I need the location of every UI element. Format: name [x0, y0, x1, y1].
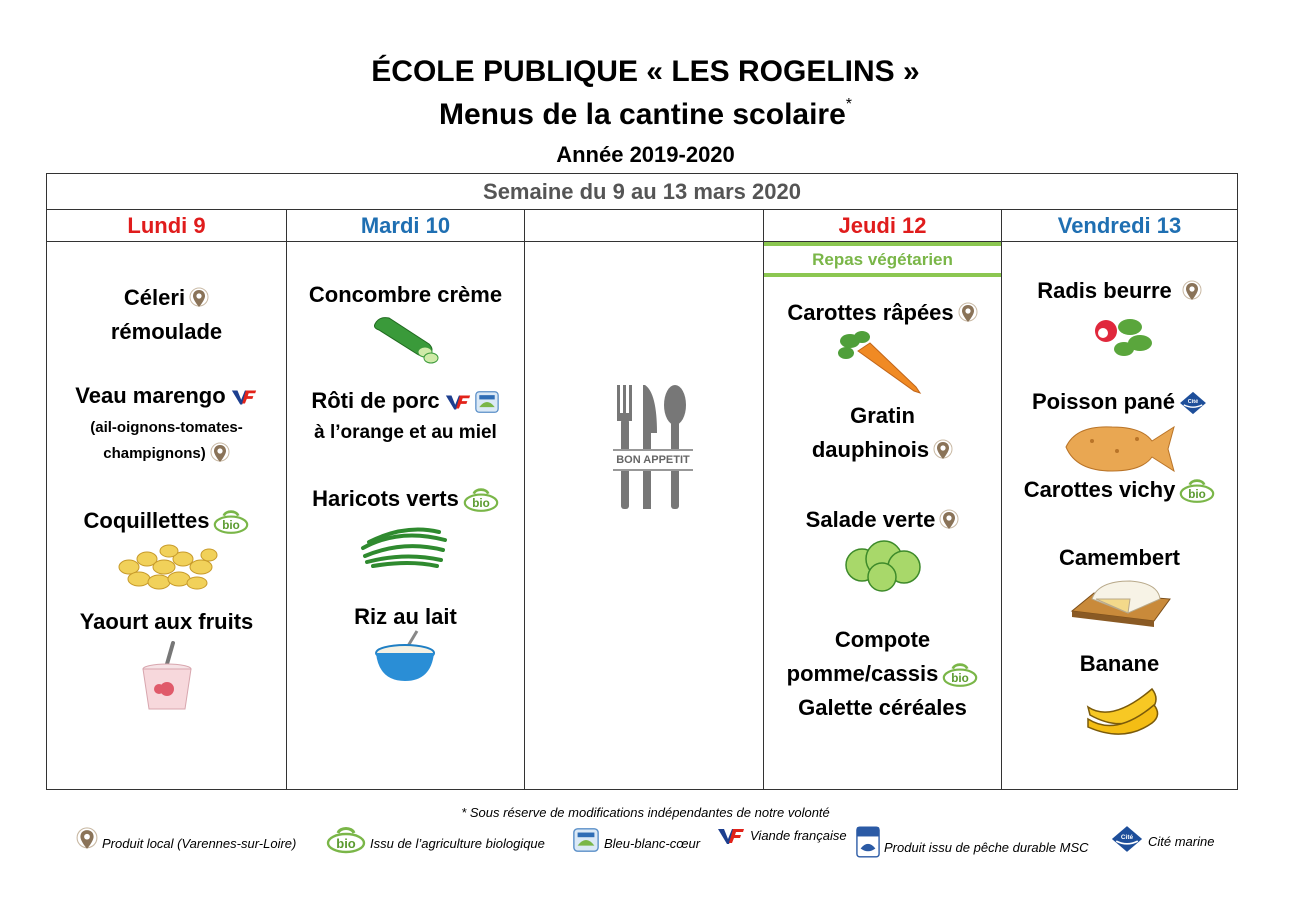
legend-item-bio	[326, 825, 545, 855]
bio-icon	[463, 488, 499, 512]
cite-marine-icon	[1179, 391, 1207, 415]
menu-item-veau-detail	[47, 415, 286, 467]
menu-item-radis	[1002, 274, 1237, 308]
menu-item-carottes-rapees	[764, 296, 1001, 330]
item-text: Concombre crème	[308, 282, 503, 307]
menu-item-carottes-vichy	[1002, 473, 1237, 507]
item-text: Carottes râpées	[787, 300, 954, 325]
local-pin-icon	[958, 302, 978, 326]
cite-marine-icon	[1110, 825, 1144, 853]
column-friday	[1001, 209, 1237, 790]
lettuce-image	[842, 537, 926, 593]
menu-item-camembert	[1002, 541, 1237, 575]
legend-item-local	[76, 825, 296, 855]
menu-table	[46, 173, 1238, 790]
legend-item-msc	[856, 825, 1089, 859]
legend-label: Produit local (Varennes-sur-Loire)	[102, 836, 297, 851]
legend-item-cite-marine	[1110, 825, 1214, 853]
item-text: Radis beurre	[1037, 278, 1172, 303]
local-pin-icon	[189, 287, 209, 311]
local-pin-icon	[933, 439, 953, 463]
bio-icon	[942, 663, 978, 687]
local-pin-icon	[939, 509, 959, 533]
menu-item-haricots	[287, 482, 524, 516]
school-year: Année 2019-2020	[556, 142, 735, 167]
item-text: Coquillettes	[83, 508, 210, 533]
item-text: rémoulade	[110, 319, 223, 344]
footnote: * Sous réserve de modifications indépendantes de notre volonté	[461, 805, 830, 820]
cucumber-image	[373, 314, 445, 366]
item-text: Yaourt aux fruits	[79, 609, 254, 634]
menu-item-roti-detail: à l’orange et au miel	[314, 422, 497, 443]
viande-francaise-icon	[230, 388, 258, 406]
item-text: Banane	[1079, 651, 1160, 676]
column-wednesday	[524, 209, 763, 790]
item-text: Gratin	[850, 403, 915, 428]
day-header-friday: Vendredi 13	[1002, 209, 1237, 242]
item-text: Rôti de porc	[311, 388, 440, 413]
viande-francaise-icon	[444, 393, 472, 411]
item-text: Carottes vichy	[1023, 477, 1176, 502]
item-text: Veau marengo	[75, 383, 226, 408]
menu-item-poisson	[1002, 385, 1237, 419]
fish-image	[1062, 421, 1178, 475]
legend-item-vf	[716, 825, 847, 847]
carrot-image	[836, 331, 928, 397]
footnote-marker: *	[845, 96, 853, 113]
menu-item-compote	[764, 623, 1001, 725]
green-beans-image	[359, 518, 449, 570]
item-detail: (ail-oignons-tomates-	[90, 419, 243, 436]
bio-icon	[213, 510, 249, 534]
bio-icon	[1179, 479, 1215, 503]
item-text: dauphinois	[811, 437, 930, 462]
bon-appetit-logo	[613, 383, 693, 513]
item-text: Salade verte	[805, 507, 936, 532]
menu-item-yaourt	[47, 605, 286, 639]
legend-label: Produit issu de pêche durable MSC	[884, 840, 1089, 855]
msc-icon	[856, 825, 880, 859]
menu-item-gratin	[764, 399, 1001, 467]
column-thursday	[763, 209, 1001, 790]
menu-item-salade	[764, 503, 1001, 537]
legend-label: Issu de l’agriculture biologique	[370, 836, 545, 851]
legend-item-bbc	[572, 825, 700, 855]
bio-icon	[326, 825, 366, 855]
camembert-image	[1068, 573, 1174, 633]
local-pin-icon	[210, 442, 230, 466]
school-title: ÉCOLE PUBLIQUE « LES ROGELINS »	[371, 55, 920, 88]
item-text: Galette céréales	[798, 695, 967, 720]
viande-francaise-icon	[716, 825, 746, 847]
day-header-tuesday: Mardi 10	[287, 209, 524, 242]
menu-item-celeri	[47, 281, 286, 349]
rice-pudding-image	[373, 629, 437, 685]
legend-label: Viande française	[750, 828, 847, 843]
menu-item-veau	[47, 379, 286, 413]
column-tuesday	[286, 209, 524, 790]
column-monday	[47, 209, 286, 790]
item-text: pomme/cassis	[786, 661, 939, 686]
day-header-thursday: Jeudi 12	[764, 209, 1001, 242]
radish-image	[1090, 313, 1154, 363]
bleu-blanc-coeur-icon	[474, 390, 500, 414]
yogurt-image	[135, 641, 199, 715]
week-header: Semaine du 9 au 13 mars 2020	[47, 174, 1237, 210]
menu-item-coquillettes	[47, 504, 286, 538]
item-detail: champignons)	[103, 445, 206, 462]
banana-image	[1082, 679, 1162, 737]
menu-subtitle	[0, 98, 1291, 132]
day-header-wednesday	[525, 209, 763, 242]
legend-label: Cité marine	[1148, 834, 1215, 849]
vegetarian-banner	[764, 242, 1001, 282]
menu-item-banane	[1002, 647, 1237, 681]
bleu-blanc-coeur-icon	[572, 825, 600, 855]
item-text: Compote	[834, 627, 931, 652]
vegetarian-tag: Repas végétarien	[764, 242, 1001, 277]
menu-subtitle-text: Menus de la cantine scolaire	[438, 98, 846, 131]
pasta-image	[109, 537, 224, 597]
legend-label: Bleu-blanc-cœur	[604, 836, 701, 851]
menu-item-roti	[287, 384, 524, 418]
item-text: Haricots verts	[312, 486, 459, 511]
item-text: Camembert	[1058, 545, 1181, 570]
day-header-monday: Lundi 9	[47, 209, 286, 242]
bon-appetit-text: BON APPETIT	[616, 454, 690, 466]
local-pin-icon	[76, 825, 98, 855]
item-text: Riz au lait	[354, 604, 457, 629]
item-text: Céleri	[123, 285, 186, 310]
item-text: Poisson pané	[1031, 389, 1176, 414]
local-pin-icon	[1182, 280, 1202, 304]
menu-item-concombre	[287, 278, 524, 312]
